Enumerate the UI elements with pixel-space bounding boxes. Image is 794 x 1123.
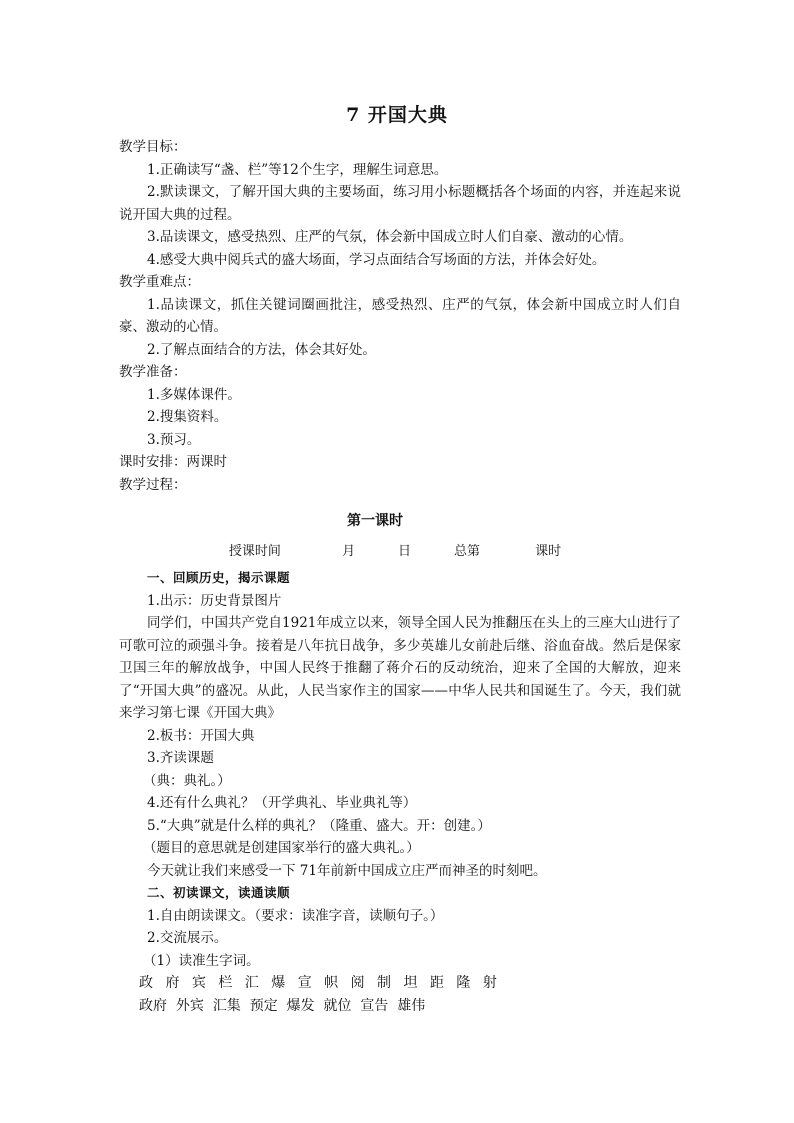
lesson-time-line: 授课时间 月 日 总第 课时 (228, 543, 562, 559)
s1-board: 2.板书：开国大典 (147, 727, 255, 744)
key-point-2: 2.了解点面结合的方法，体会其好处。 (147, 341, 376, 358)
prep-item-2: 2.搜集资料。 (147, 409, 228, 425)
schedule-line: 课时安排：两课时 (119, 454, 227, 470)
key-point-1: 1.品读课文，抓住关键词圈画批注，感受热烈、庄严的气氛，体会新中国成立时人们自豪、激动的心情。 (119, 296, 681, 335)
s2-sub1: （1）读准生字词。 (143, 952, 260, 969)
s1-dadian: 5.“大典”就是什么样的典礼？（隆重、盛大。开：创建。） (147, 817, 491, 834)
prep-heading: 教学准备： (119, 364, 187, 380)
s1-meaning: （题目的意思就是创建国家举行的盛大典礼。） (143, 840, 420, 856)
s1-intro-paragraph: 同学们，中国共产党自1921年成立以来，领导全国人民为推翻压在头上的三座大山进行了可歌可泣的顽强斗争。接着是八年抗日战争，多少英雄儿女前赴后继、浴血奋战。然后是保家卫国三年的解放战争，中国人民终于推翻了蒋介石的反动统治，迎来了全国的大解放，迎来了“开国大典”的盛况。从此，人民当家作主的国家——中华人民共和国诞生了。今天，我们就来学习第七课《开国大典》 (119, 615, 681, 721)
s1-dian: （典：典礼。） (143, 772, 231, 789)
prep-item-1: 1.多媒体课件。 (147, 386, 241, 403)
section-one-heading: 一、回顾历史，揭示课题 (147, 570, 291, 585)
goal-item-3: 3.品读课文，感受热烈、庄严的气氛，体会新中国成立时人们自豪、激动的心情。 (147, 229, 633, 245)
s1-read: 3.齐读课题 (147, 750, 214, 766)
process-heading: 教学过程： (119, 476, 187, 493)
lesson-one-title: 第一课时 (347, 513, 403, 529)
goal-item-1: 1.正确读写“盏、栏”等12个生字，理解生词意思。 (147, 161, 448, 178)
s2-show: 2.交流展示。 (147, 930, 228, 946)
document-body (119, 136, 681, 1017)
page-title: 7 开国大典 (346, 104, 448, 126)
goal-item-2: 2.默读课文，了解开国大典的主要场面，练习用小标题概括各个场面的内容，并连起来说说开国大典的过程。 (119, 184, 681, 223)
s2-new-words: 政府 外宾 汇集 预定 爆发 就位 宣告 雄伟 (139, 997, 426, 1014)
s2-new-characters: 政 府 宾 栏 汇 爆 宣 帜 阅 制 坦 距 隆 射 (139, 975, 501, 991)
key-points-heading: 教学重难点： (119, 274, 200, 290)
s1-other: 4.还有什么典礼？（开学典礼、毕业典礼等） (147, 795, 417, 811)
s1-today: 今天就让我们来感受一下 71年前新中国成立庄严而神圣的时刻吧。 (147, 862, 547, 879)
goal-item-4: 4.感受大典中阅兵式的盛大场面，学习点面结合写场面的方法，并体会好处。 (147, 251, 606, 268)
prep-item-3: 3.预习。 (147, 431, 201, 448)
s1-show: 1.出示：历史背景图片 (147, 592, 282, 609)
goals-heading: 教学目标： (119, 139, 187, 155)
section-two-heading: 二、初读课文，读通读顺 (147, 885, 291, 900)
s2-free: 1.自由朗读课文。（要求：读准字音，读顺句子。） (147, 907, 444, 924)
